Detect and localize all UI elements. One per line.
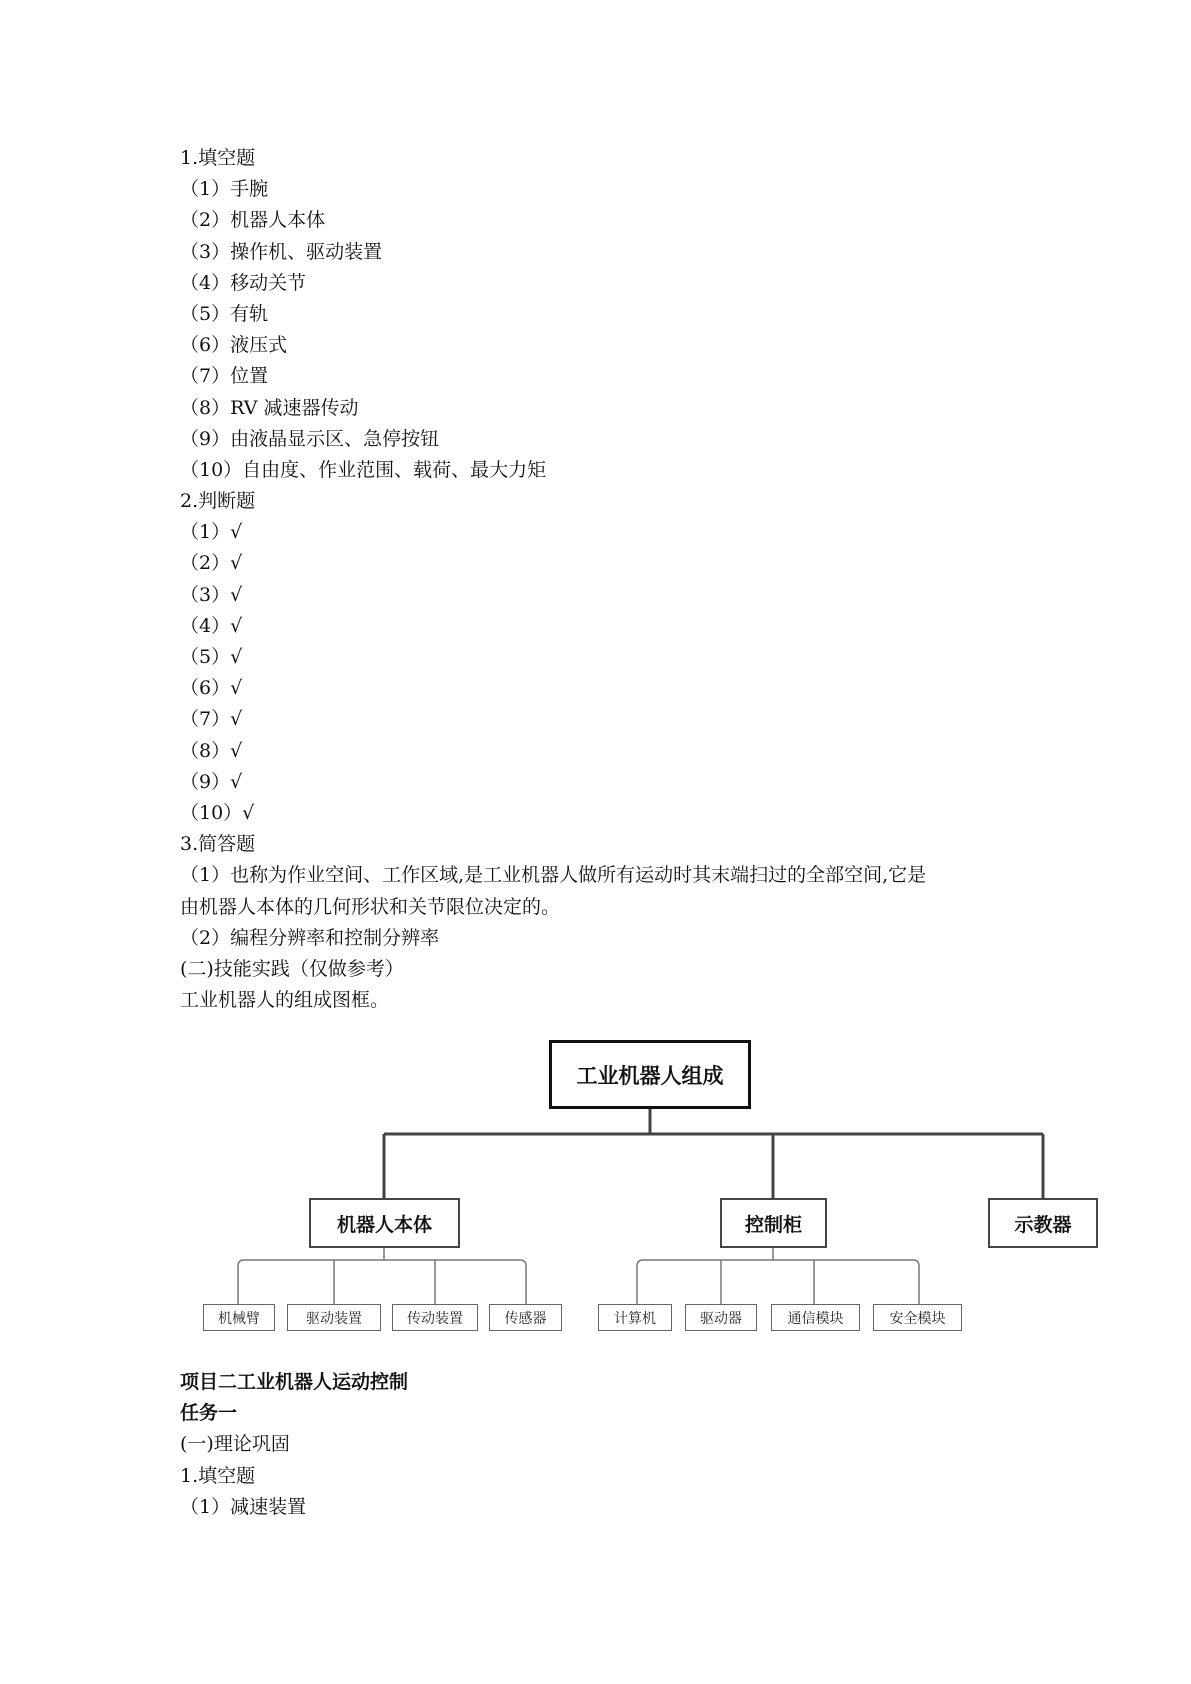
diagram-caption: 工业机器人的组成图框。 (180, 989, 390, 1012)
skills-heading: (二)技能实践（仅做参考） (180, 957, 404, 980)
fill-in-item: （2）机器人本体 (180, 209, 326, 232)
diagram-root-node: 工业机器人组成 (549, 1040, 751, 1109)
fill-in-item: （1）减速装置 (180, 1495, 307, 1518)
short-answer-1-line-1: （1）也称为作业空间、工作区域,是工业机器人做所有运动时其末端扫过的全部空间,它是 (180, 864, 927, 887)
true-false-item: （7）√ (180, 708, 243, 731)
diagram-leaf-node: 计算机 (598, 1304, 672, 1331)
fill-in-heading: 1.填空题 (180, 147, 256, 169)
short-answer-1-line-2: 由机器人本体的几何形状和关节限位决定的。 (180, 895, 561, 918)
fill-in-item: （6）液压式 (180, 334, 288, 357)
diagram-node-control-cabinet: 控制柜 (720, 1198, 827, 1248)
answers-text-block (180, 143, 1020, 1016)
connector-line (637, 1260, 919, 1304)
fill-in-heading: 1.填空题 (180, 1464, 256, 1487)
diagram-node-teach-pendant: 示教器 (988, 1198, 1098, 1248)
fill-in-item: （8）RV 减速器传动 (180, 396, 359, 419)
theory-subheading: (一)理论巩固 (180, 1433, 290, 1456)
fill-in-item: （4）移动关节 (180, 271, 307, 294)
project-two-block (180, 1367, 1020, 1523)
fill-in-item: （3）操作机、驱动装置 (180, 240, 383, 263)
project-title: 项目二工业机器人运动控制 (180, 1371, 409, 1393)
diagram-leaf-node: 传动装置 (392, 1304, 478, 1331)
diagram-node-robot-body: 机器人本体 (309, 1198, 460, 1248)
true-false-heading: 2.判断题 (180, 490, 256, 513)
diagram-leaf-node: 安全模块 (873, 1304, 962, 1331)
robot-composition-diagram (180, 1040, 1120, 1335)
true-false-item: （1）√ (180, 521, 243, 544)
fill-in-item: （7）位置 (180, 365, 269, 388)
true-false-item: （8）√ (180, 739, 243, 762)
true-false-item: （4）√ (180, 614, 243, 637)
diagram-leaf-node: 驱动装置 (287, 1304, 381, 1331)
true-false-item: （10）√ (180, 801, 255, 824)
fill-in-item: （9）由液晶显示区、急停按钮 (180, 427, 440, 450)
fill-in-item: （10）自由度、作业范围、载荷、最大力矩 (180, 458, 547, 481)
diagram-leaf-node: 机械臂 (203, 1304, 275, 1331)
true-false-item: （2）√ (180, 552, 243, 575)
diagram-leaf-node: 驱动器 (685, 1304, 757, 1331)
connector-line (238, 1260, 526, 1304)
true-false-item: （5）√ (180, 646, 243, 668)
diagram-leaf-node: 通信模块 (771, 1304, 860, 1331)
short-answer-2: （2）编程分辨率和控制分辨率 (180, 926, 440, 949)
fill-in-item: （1）手腕 (180, 178, 269, 201)
task-title: 任务一 (180, 1402, 238, 1425)
short-answer-heading: 3.简答题 (180, 833, 256, 856)
true-false-item: （6）√ (180, 677, 243, 700)
true-false-item: （3）√ (180, 583, 243, 606)
true-false-item: （9）√ (180, 770, 243, 793)
fill-in-item: （5）有轨 (180, 302, 269, 325)
diagram-leaf-node: 传感器 (489, 1304, 562, 1331)
